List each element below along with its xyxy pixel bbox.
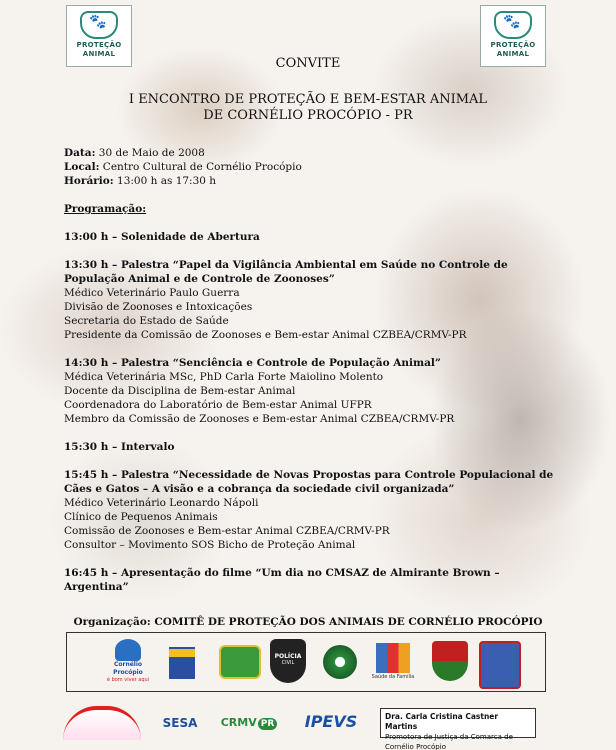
speaker-line: Consultor – Movimento SOS Bicho de Proteção Animal [64,539,356,551]
time-value: 13:00 h as 17:30 h [113,175,217,187]
speaker-line: Presidente da Comissão de Zoonoses e Bem-estar Animal CZBEA/CRMV-PR [64,329,467,341]
paw-icon [494,11,532,39]
place-value: Centro Cultural de Cornélio Procópio [99,161,302,173]
event-heading [0,92,616,124]
saude-da-familia-logo: Saúde da Família [367,639,419,687]
date-label: Data: [64,147,96,159]
logo-text-line1: PROTEÇÃO [76,41,122,49]
place-label: Local: [64,161,100,173]
speaker-line: Médico Veterinário Leonardo Nápoli [64,497,259,509]
parana-emblem [217,639,263,687]
schedule-item-title: 16:45 h – Apresentação do filme “Um dia no CMSAZ de Almirante Brown – Argentina” [64,567,500,593]
speaker-line: Médica Veterinária MSc, PhD Carla Forte Maiolino Molento [64,371,384,383]
schedule-item-title: 13:30 h – Palestra “Papel da Vigilância Ambiental em Saúde no Controle de População Animal e de Controle de Zoonoses” [64,259,508,285]
speaker-line: Membro da Comissão de Zoonoses e Bem-estar Animal CZBEA/CRMV-PR [64,413,455,425]
schedule-item-title: 15:30 h – Intervalo [64,441,175,453]
place-line [64,160,564,174]
event-heading-line2: DE CORNÉLIO PROCÓPIO - PR [203,108,413,123]
ipevs-logo: IPEVS [304,712,358,731]
sesa-logo: SESA [162,716,198,730]
city-coat-of-arms [159,639,205,687]
sos-bicho-logo [60,706,144,740]
cornelio-procopio-logo: Cornélio Procópio é bom viver aqui [103,639,153,687]
promotora-name: Dra. Carla Cristina Castner Martins [385,712,499,731]
speaker-line: Divisão de Zoonoses e Intoxicações [64,301,253,313]
speaker-line: Coordenadora do Laboratório de Bem-estar Animal UFPR [64,399,372,411]
bombeiros-emblem [477,639,523,687]
logo-text-line2: ANIMAL [496,50,530,58]
crmv-pr-logo: CRMV PR [218,706,280,740]
invitation-body [64,146,564,594]
date-value: 30 de Maio de 2008 [95,147,205,159]
sponsor-logos-box [66,632,546,692]
page-title: CONVITE [275,56,341,71]
parana-coat-of-arms [427,639,473,687]
policia-civil-badge: POLÍCIA CIVIL [265,639,311,687]
schedule-item-title: 13:00 h – Solenidade de Abertura [64,231,260,243]
logo-text-line2: ANIMAL [82,50,116,58]
time-line [64,174,564,188]
promotora-role: Promotora de Justiça da Comarca de Cornélio Procópio [385,733,513,750]
schedule-item-title: 15:45 h – Palestra “Necessidade de Novas Propostas para Controle Populacional de Cães e Gatos – A visão e a cobrança da sociedade civil organizada” [64,469,554,495]
paw-icon [80,11,118,39]
promotora-box [380,708,536,750]
speaker-line: Docente da Disciplina de Bem-estar Animal [64,385,296,397]
speaker-line: Comissão de Zoonoses e Bem-estar Animal CZBEA/CRMV-PR [64,525,390,537]
date-line [64,146,564,160]
speaker-line: Clínico de Pequenos Animais [64,511,218,523]
event-heading-line1: I ENCONTRO DE PROTEÇÃO E BEM-ESTAR ANIMAL [128,92,488,107]
green-emblem [317,639,363,687]
logo-text-line1: PROTEÇÃO [490,41,536,49]
speaker-line: Médico Veterinário Paulo Guerra [64,287,240,299]
organization-line: Organização: COMITÊ DE PROTEÇÃO DOS ANIMAIS DE CORNÉLIO PROCÓPIO [73,616,543,628]
programacao-label: Programação: [64,203,147,215]
time-label: Horário: [64,175,114,187]
speaker-line: Secretaria do Estado de Saúde [64,315,229,327]
schedule-item-title: 14:30 h – Palestra “Senciência e Controle de População Animal” [64,357,441,369]
